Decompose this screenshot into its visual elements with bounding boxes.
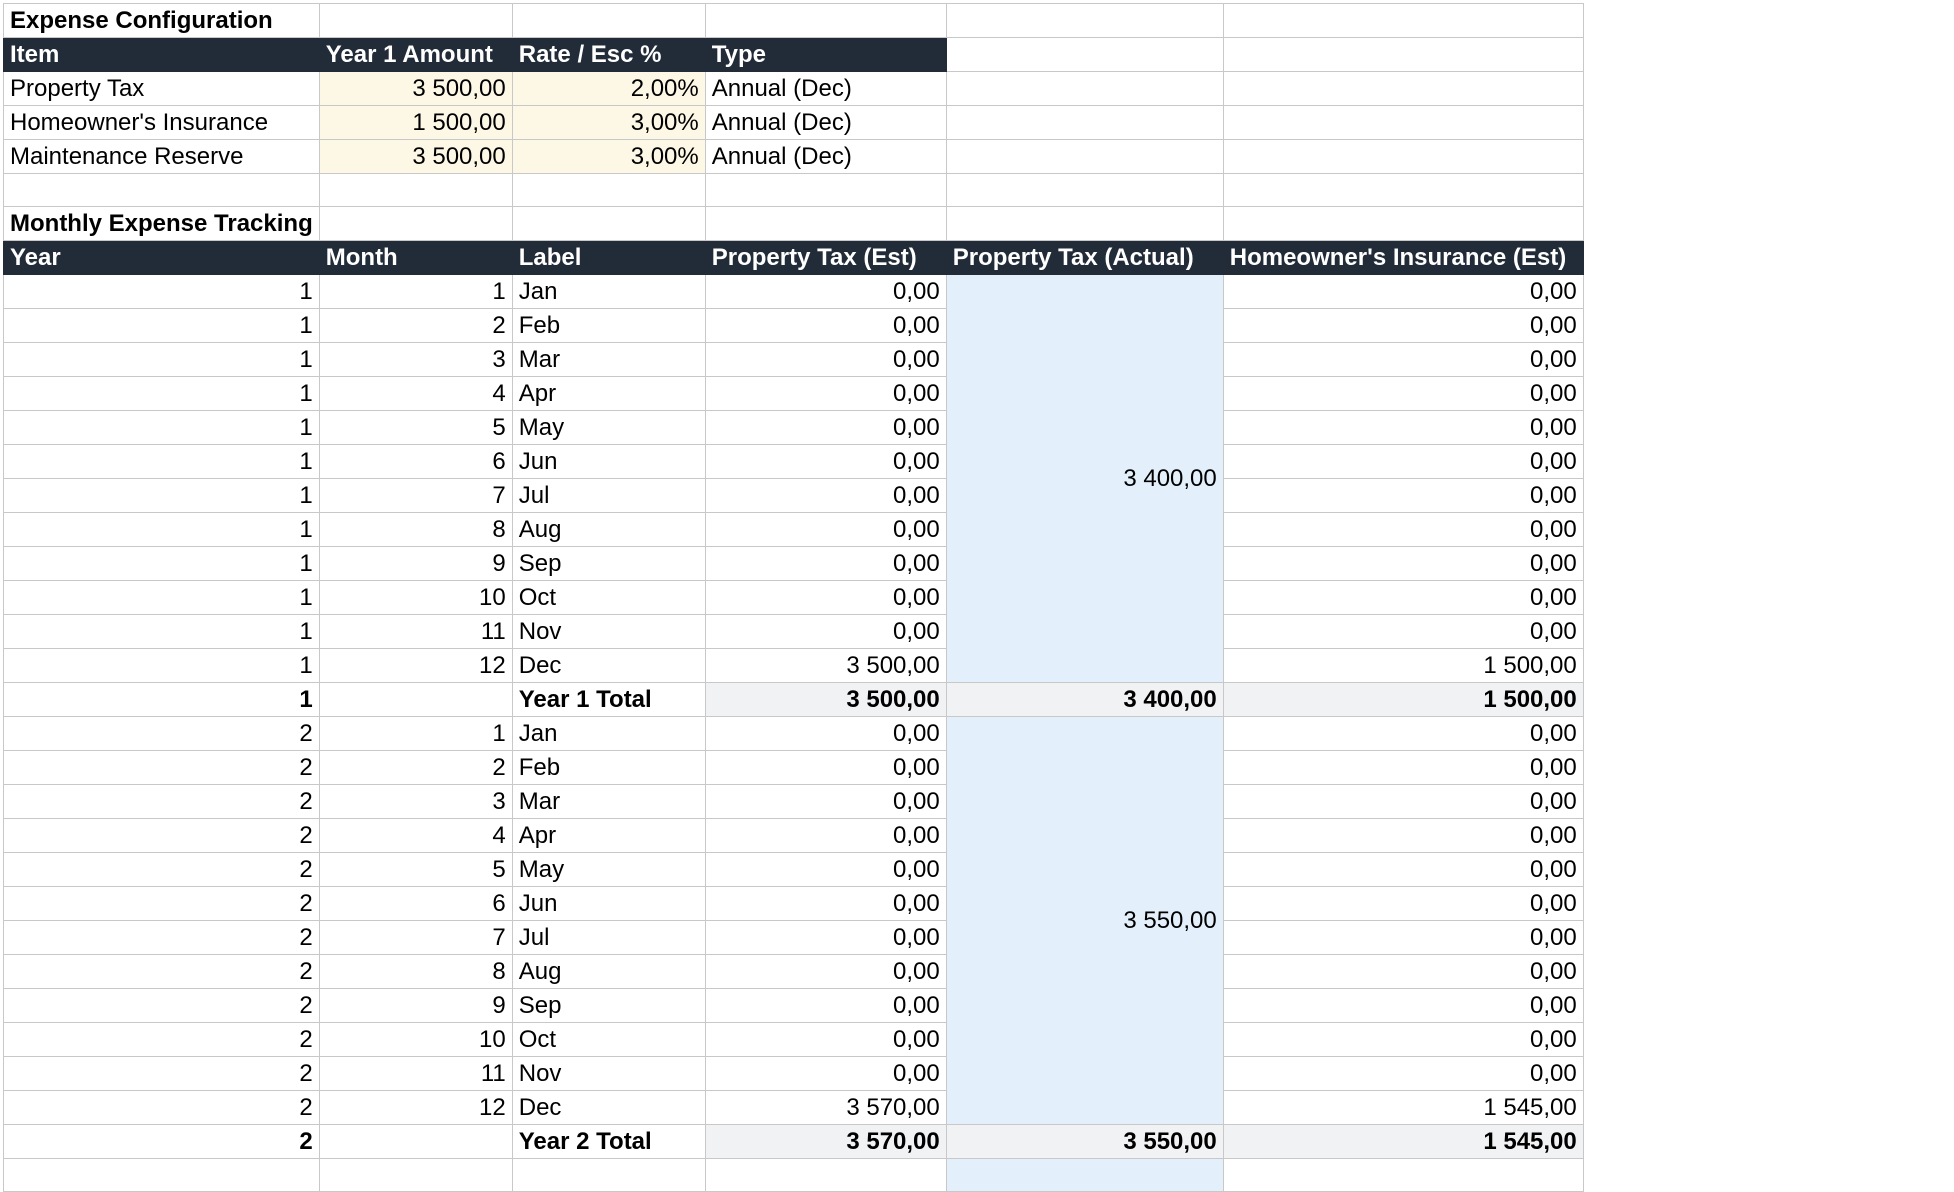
config-row [4, 106, 1584, 140]
month-label[interactable]: Mar [512, 343, 705, 377]
year-cell[interactable]: 2 [4, 785, 320, 819]
property-tax-est[interactable]: 0,00 [705, 377, 946, 411]
property-tax-actual-input[interactable]: 3 550,00 [946, 717, 1223, 1125]
month-cell[interactable]: 2 [319, 751, 512, 785]
table-row [4, 887, 1584, 921]
insurance-est[interactable]: 0,00 [1223, 309, 1583, 343]
month-label[interactable]: Sep [512, 989, 705, 1023]
month-label[interactable]: Dec [512, 1091, 705, 1125]
config-title-row [4, 4, 1584, 38]
month-cell[interactable]: 10 [319, 581, 512, 615]
month-cell[interactable]: 1 [319, 275, 512, 309]
blank-row [4, 174, 1584, 207]
insurance-est[interactable]: 0,00 [1223, 819, 1583, 853]
property-tax-est[interactable]: 0,00 [705, 819, 946, 853]
year-total-row [4, 683, 1584, 717]
type-cell[interactable]: Annual (Dec) [705, 140, 946, 174]
month-cell[interactable]: 5 [319, 411, 512, 445]
tracking-title-row [4, 207, 1584, 241]
year-cell[interactable]: 2 [4, 1023, 320, 1057]
property-tax-est[interactable]: 0,00 [705, 309, 946, 343]
insurance-est[interactable]: 0,00 [1223, 717, 1583, 751]
insurance-est[interactable]: 0,00 [1223, 751, 1583, 785]
property-tax-est[interactable]: 0,00 [705, 955, 946, 989]
item-name[interactable]: Property Tax [4, 72, 320, 106]
insurance-est[interactable]: 0,00 [1223, 887, 1583, 921]
table-row [4, 989, 1584, 1023]
month-cell[interactable]: 11 [319, 615, 512, 649]
table-row [4, 309, 1584, 343]
empty-cell[interactable] [1223, 174, 1583, 207]
year-cell[interactable]: 1 [4, 309, 320, 343]
table-row [4, 1091, 1584, 1125]
year-cell[interactable]: 2 [4, 1057, 320, 1091]
property-tax-est[interactable]: 3 570,00 [705, 1091, 946, 1125]
empty-cell[interactable] [512, 4, 705, 38]
empty-cell[interactable] [4, 174, 320, 207]
property-tax-est[interactable]: 0,00 [705, 479, 946, 513]
empty-cell[interactable] [512, 1159, 705, 1192]
table-row [4, 649, 1584, 683]
property-tax-est-total[interactable]: 3 570,00 [705, 1125, 946, 1159]
year-cell[interactable]: 2 [4, 717, 320, 751]
month-cell[interactable]: 4 [319, 377, 512, 411]
year-cell[interactable]: 2 [4, 887, 320, 921]
month-cell[interactable]: 2 [319, 309, 512, 343]
table-row [4, 921, 1584, 955]
month-cell[interactable]: 11 [319, 1057, 512, 1091]
insurance-est[interactable]: 0,00 [1223, 445, 1583, 479]
table-row [4, 1023, 1584, 1057]
month-cell[interactable]: 7 [319, 921, 512, 955]
year-cell[interactable]: 1 [4, 513, 320, 547]
month-cell[interactable]: 6 [319, 887, 512, 921]
empty-cell[interactable] [319, 683, 512, 717]
year-cell[interactable]: 2 [4, 921, 320, 955]
year-cell[interactable]: 1 [4, 275, 320, 309]
empty-cell[interactable] [319, 1159, 512, 1192]
config-header-row [4, 38, 1584, 72]
empty-cell[interactable] [319, 1125, 512, 1159]
year-cell[interactable]: 1 [4, 547, 320, 581]
table-row [4, 275, 1584, 309]
empty-cell[interactable] [1223, 38, 1583, 72]
property-tax-est[interactable]: 0,00 [705, 275, 946, 309]
year1-amount-input[interactable]: 3 500,00 [319, 140, 512, 174]
month-label[interactable]: Dec [512, 649, 705, 683]
empty-cell[interactable] [705, 207, 946, 241]
month-label[interactable]: Oct [512, 581, 705, 615]
insurance-est[interactable]: 0,00 [1223, 1057, 1583, 1091]
year-cell[interactable]: 1 [4, 479, 320, 513]
year-cell[interactable]: 1 [4, 343, 320, 377]
property-tax-est[interactable]: 0,00 [705, 887, 946, 921]
column-header[interactable]: Label [512, 241, 705, 275]
month-label[interactable]: Jul [512, 921, 705, 955]
column-header[interactable]: Property Tax (Actual) [946, 241, 1223, 275]
property-tax-est[interactable]: 0,00 [705, 921, 946, 955]
empty-cell[interactable] [1223, 106, 1583, 140]
insurance-est-total[interactable]: 1 500,00 [1223, 683, 1583, 717]
property-tax-est[interactable]: 0,00 [705, 785, 946, 819]
table-row [4, 513, 1584, 547]
month-cell[interactable]: 9 [319, 989, 512, 1023]
month-cell[interactable]: 7 [319, 479, 512, 513]
empty-cell[interactable] [946, 207, 1223, 241]
empty-cell[interactable] [4, 1159, 320, 1192]
insurance-est[interactable]: 0,00 [1223, 581, 1583, 615]
table-row [4, 343, 1584, 377]
month-cell[interactable]: 4 [319, 819, 512, 853]
spreadsheet-grid [3, 3, 1584, 1192]
month-cell[interactable]: 9 [319, 547, 512, 581]
table-row [4, 479, 1584, 513]
property-tax-est[interactable]: 0,00 [705, 853, 946, 887]
month-cell[interactable]: 8 [319, 513, 512, 547]
year-cell[interactable]: 1 [4, 581, 320, 615]
property-tax-est-total[interactable]: 3 500,00 [705, 683, 946, 717]
total-label[interactable]: Year 1 Total [512, 683, 705, 717]
empty-cell[interactable] [946, 140, 1223, 174]
insurance-est[interactable]: 0,00 [1223, 411, 1583, 445]
month-cell[interactable]: 12 [319, 1091, 512, 1125]
column-header[interactable]: Year 1 Amount [319, 38, 512, 72]
month-cell[interactable]: 8 [319, 955, 512, 989]
month-label[interactable]: Oct [512, 1023, 705, 1057]
month-label[interactable]: Apr [512, 819, 705, 853]
section-title[interactable]: Monthly Expense Tracking [4, 207, 320, 241]
year1-amount-input[interactable]: 1 500,00 [319, 106, 512, 140]
table-row [4, 955, 1584, 989]
property-tax-est[interactable]: 0,00 [705, 343, 946, 377]
month-label[interactable]: Feb [512, 309, 705, 343]
section-title[interactable]: Expense Configuration [4, 4, 320, 38]
property-tax-actual-input[interactable]: 3 400,00 [946, 275, 1223, 683]
empty-cell[interactable] [512, 207, 705, 241]
property-tax-est[interactable]: 0,00 [705, 1023, 946, 1057]
empty-cell[interactable] [946, 106, 1223, 140]
empty-cell[interactable] [1223, 207, 1583, 241]
month-label[interactable]: Jul [512, 479, 705, 513]
table-row [4, 547, 1584, 581]
insurance-est[interactable]: 0,00 [1223, 343, 1583, 377]
empty-cell[interactable] [1223, 72, 1583, 106]
column-header[interactable]: Property Tax (Est) [705, 241, 946, 275]
empty-cell[interactable] [946, 1159, 1223, 1192]
column-header[interactable]: Homeowner's Insurance (Est) [1223, 241, 1583, 275]
month-label[interactable]: Aug [512, 513, 705, 547]
insurance-est[interactable]: 0,00 [1223, 547, 1583, 581]
table-row [4, 615, 1584, 649]
column-header[interactable]: Year [4, 241, 320, 275]
empty-cell[interactable] [1223, 1159, 1583, 1192]
empty-cell[interactable] [705, 174, 946, 207]
property-tax-est[interactable]: 0,00 [705, 989, 946, 1023]
month-cell[interactable]: 12 [319, 649, 512, 683]
insurance-est[interactable]: 0,00 [1223, 989, 1583, 1023]
table-row [4, 581, 1584, 615]
empty-cell[interactable] [512, 174, 705, 207]
month-label[interactable]: Jun [512, 887, 705, 921]
year-cell[interactable]: 1 [4, 615, 320, 649]
column-header[interactable]: Month [319, 241, 512, 275]
year-cell[interactable]: 1 [4, 377, 320, 411]
month-cell[interactable]: 3 [319, 785, 512, 819]
month-cell[interactable]: 6 [319, 445, 512, 479]
empty-cell[interactable] [946, 174, 1223, 207]
year-cell[interactable]: 2 [4, 751, 320, 785]
year1-amount-input[interactable]: 3 500,00 [319, 72, 512, 106]
year-cell[interactable]: 1 [4, 683, 320, 717]
insurance-est[interactable]: 0,00 [1223, 513, 1583, 547]
property-tax-est[interactable]: 0,00 [705, 581, 946, 615]
property-tax-actual-total[interactable]: 3 400,00 [946, 683, 1223, 717]
insurance-est[interactable]: 1 500,00 [1223, 649, 1583, 683]
total-label[interactable]: Year 2 Total [512, 1125, 705, 1159]
table-row [4, 1057, 1584, 1091]
empty-cell[interactable] [946, 38, 1223, 72]
insurance-est[interactable]: 0,00 [1223, 921, 1583, 955]
empty-cell[interactable] [946, 4, 1223, 38]
table-row [4, 717, 1584, 751]
month-cell[interactable]: 1 [319, 717, 512, 751]
column-header[interactable]: Rate / Esc % [512, 38, 705, 72]
insurance-est[interactable]: 0,00 [1223, 785, 1583, 819]
property-tax-est[interactable]: 3 500,00 [705, 649, 946, 683]
month-label[interactable]: Nov [512, 615, 705, 649]
property-tax-est[interactable]: 0,00 [705, 1057, 946, 1091]
month-cell[interactable]: 10 [319, 1023, 512, 1057]
month-label[interactable]: May [512, 411, 705, 445]
rate-input[interactable]: 2,00% [512, 72, 705, 106]
empty-cell[interactable] [1223, 140, 1583, 174]
table-row [4, 785, 1584, 819]
type-cell[interactable]: Annual (Dec) [705, 106, 946, 140]
property-tax-est[interactable]: 0,00 [705, 445, 946, 479]
empty-cell[interactable] [946, 72, 1223, 106]
column-header[interactable]: Item [4, 38, 320, 72]
table-row [4, 853, 1584, 887]
property-tax-est[interactable]: 0,00 [705, 615, 946, 649]
month-label[interactable]: Mar [512, 785, 705, 819]
month-label[interactable]: Jan [512, 717, 705, 751]
property-tax-est[interactable]: 0,00 [705, 751, 946, 785]
year-cell[interactable]: 1 [4, 445, 320, 479]
month-label[interactable]: Apr [512, 377, 705, 411]
table-row [4, 819, 1584, 853]
insurance-est[interactable]: 0,00 [1223, 275, 1583, 309]
table-row [4, 1159, 1584, 1192]
year-total-row [4, 1125, 1584, 1159]
insurance-est[interactable]: 0,00 [1223, 1023, 1583, 1057]
month-label[interactable]: Jan [512, 275, 705, 309]
rate-input[interactable]: 3,00% [512, 140, 705, 174]
property-tax-est[interactable]: 0,00 [705, 717, 946, 751]
month-label[interactable]: Nov [512, 1057, 705, 1091]
insurance-est[interactable]: 1 545,00 [1223, 1091, 1583, 1125]
year-cell[interactable]: 1 [4, 649, 320, 683]
table-row [4, 445, 1584, 479]
type-cell[interactable]: Annual (Dec) [705, 72, 946, 106]
property-tax-est[interactable]: 0,00 [705, 547, 946, 581]
month-label[interactable]: Jun [512, 445, 705, 479]
property-tax-est[interactable]: 0,00 [705, 513, 946, 547]
month-label[interactable]: Aug [512, 955, 705, 989]
config-row [4, 72, 1584, 106]
year-cell[interactable]: 1 [4, 411, 320, 445]
year-cell[interactable]: 2 [4, 989, 320, 1023]
insurance-est[interactable]: 0,00 [1223, 853, 1583, 887]
config-row [4, 140, 1584, 174]
month-cell[interactable]: 5 [319, 853, 512, 887]
empty-cell[interactable] [705, 1159, 946, 1192]
month-label[interactable]: Sep [512, 547, 705, 581]
tracking-header-row [4, 241, 1584, 275]
empty-cell[interactable] [319, 207, 512, 241]
month-cell[interactable]: 3 [319, 343, 512, 377]
table-row [4, 751, 1584, 785]
year-cell[interactable]: 2 [4, 1091, 320, 1125]
insurance-est-total[interactable]: 1 545,00 [1223, 1125, 1583, 1159]
year-cell[interactable]: 2 [4, 853, 320, 887]
empty-cell[interactable] [319, 4, 512, 38]
property-tax-est[interactable]: 0,00 [705, 411, 946, 445]
empty-cell[interactable] [705, 4, 946, 38]
year-cell[interactable]: 2 [4, 955, 320, 989]
month-label[interactable]: May [512, 853, 705, 887]
item-name[interactable]: Homeowner's Insurance [4, 106, 320, 140]
empty-cell[interactable] [319, 174, 512, 207]
insurance-est[interactable]: 0,00 [1223, 615, 1583, 649]
year-cell[interactable]: 2 [4, 1125, 320, 1159]
month-label[interactable]: Feb [512, 751, 705, 785]
table-row [4, 411, 1584, 445]
year-cell[interactable]: 2 [4, 819, 320, 853]
insurance-est[interactable]: 0,00 [1223, 377, 1583, 411]
property-tax-actual-total[interactable]: 3 550,00 [946, 1125, 1223, 1159]
item-name[interactable]: Maintenance Reserve [4, 140, 320, 174]
empty-cell[interactable] [1223, 4, 1583, 38]
rate-input[interactable]: 3,00% [512, 106, 705, 140]
table-row [4, 377, 1584, 411]
insurance-est[interactable]: 0,00 [1223, 479, 1583, 513]
insurance-est[interactable]: 0,00 [1223, 955, 1583, 989]
column-header[interactable]: Type [705, 38, 946, 72]
